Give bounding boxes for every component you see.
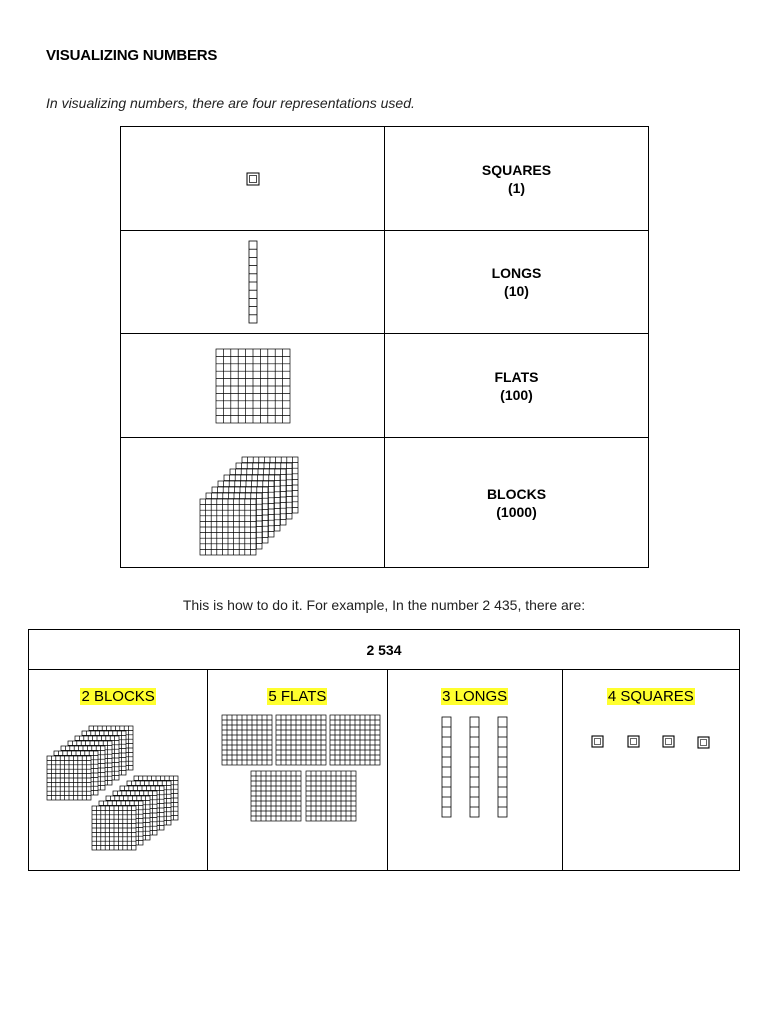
longs-column <box>387 670 562 871</box>
blocks-label: BLOCKS (1000) <box>385 438 649 568</box>
intro-text: In visualizing numbers, there are four representations used. <box>46 95 415 111</box>
squares-illustration <box>586 732 716 752</box>
representations-table <box>120 126 649 568</box>
longs-illustration <box>430 715 520 821</box>
square-cell <box>121 127 385 231</box>
blocks-column <box>29 670 208 871</box>
squares-label: SQUARES (1) <box>385 127 649 231</box>
flats-illustration <box>212 713 382 833</box>
page-title: VISUALIZING NUMBERS <box>46 47 218 64</box>
flats-column <box>208 670 387 871</box>
table-row <box>121 334 649 438</box>
longs-count-label: 3 LONGS <box>442 688 508 705</box>
example-text: This is how to do it. For example, In the number 2 435, there are: <box>182 597 586 613</box>
longs-label: LONGS (10) <box>385 231 649 334</box>
example-table <box>28 629 740 871</box>
flat-cell <box>121 334 385 438</box>
blocks-count-label: 2 BLOCKS <box>81 688 155 705</box>
table-row <box>121 127 649 231</box>
flats-label: FLATS (100) <box>385 334 649 438</box>
table-row <box>121 438 649 568</box>
table-row <box>121 231 649 334</box>
block-icon <box>198 447 308 559</box>
example-number: 2 534 <box>29 630 740 670</box>
long-cell <box>121 231 385 334</box>
square-icon <box>246 172 260 186</box>
flat-icon <box>214 347 292 425</box>
squares-count-label: 4 SQUARES <box>607 688 694 705</box>
block-cell <box>121 438 385 568</box>
long-icon <box>247 240 259 324</box>
squares-column <box>562 670 739 871</box>
flats-count-label: 5 FLATS <box>268 688 327 705</box>
blocks-illustration <box>33 712 203 860</box>
